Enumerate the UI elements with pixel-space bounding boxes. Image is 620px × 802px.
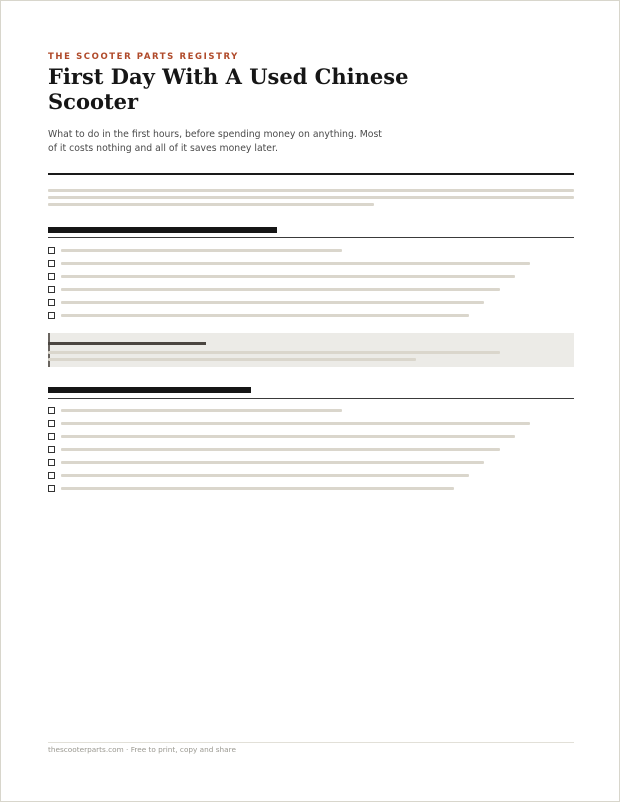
checklist-line <box>61 301 484 304</box>
checklist-line <box>61 487 454 490</box>
section-divider <box>48 237 574 238</box>
checkbox[interactable] <box>48 485 55 492</box>
placeholder-line <box>48 189 574 192</box>
checklist-line <box>61 262 530 265</box>
note-line <box>48 351 500 354</box>
checkbox[interactable] <box>48 420 55 427</box>
checkbox[interactable] <box>48 433 55 440</box>
checkbox[interactable] <box>48 407 55 414</box>
checkbox[interactable] <box>48 273 55 280</box>
header-divider <box>48 173 574 175</box>
intro-paragraph: What to do in the first hours, before spending money on anything. Most of it costs nothing and all of it saves money later. <box>48 129 382 154</box>
note-heading-placeholder <box>48 342 206 345</box>
page-title: First Day With A Used Chinese Scooter <box>48 64 409 114</box>
checkbox[interactable] <box>48 459 55 466</box>
checklist-line <box>61 461 484 464</box>
checkbox[interactable] <box>48 299 55 306</box>
checkbox[interactable] <box>48 472 55 479</box>
publication-kicker: THE SCOOTER PARTS REGISTRY <box>48 52 239 62</box>
checkbox[interactable] <box>48 260 55 267</box>
section-heading-placeholder <box>48 227 277 233</box>
checklist-line <box>61 288 500 291</box>
placeholder-line <box>48 203 374 206</box>
checkbox[interactable] <box>48 312 55 319</box>
footer-divider <box>48 742 574 743</box>
checklist-line <box>61 435 515 438</box>
checklist-line <box>61 275 515 278</box>
checklist-line <box>61 249 342 252</box>
checkbox[interactable] <box>48 446 55 453</box>
checkbox[interactable] <box>48 286 55 293</box>
checklist-line <box>61 409 342 412</box>
checklist-line <box>61 474 469 477</box>
footer-text: thescooterparts.com · Free to print, copy and share <box>48 745 236 754</box>
note-line <box>48 358 416 361</box>
section-divider <box>48 398 574 399</box>
checkbox[interactable] <box>48 247 55 254</box>
note-box <box>48 333 574 367</box>
note-accent-bar <box>48 333 50 367</box>
checklist-line <box>61 448 500 451</box>
checklist-line <box>61 314 469 317</box>
placeholder-line <box>48 196 574 199</box>
checklist-line <box>61 422 530 425</box>
section-heading-placeholder <box>48 387 251 393</box>
